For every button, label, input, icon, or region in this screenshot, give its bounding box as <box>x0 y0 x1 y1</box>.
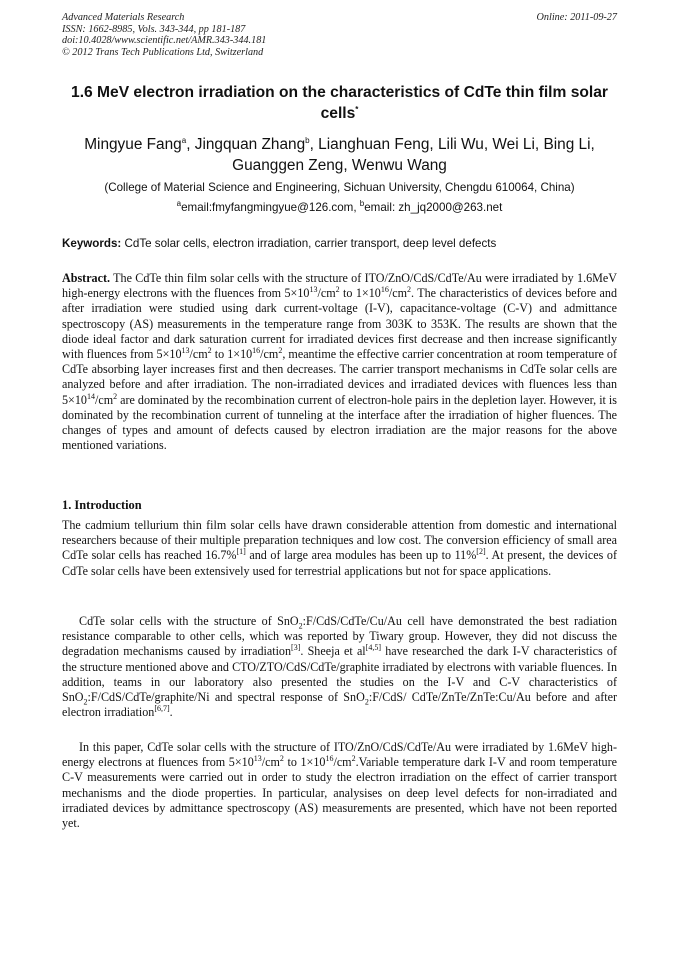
subscript: 2 <box>364 697 369 707</box>
author-2: Jingquan Zhang <box>194 136 306 153</box>
keywords-label: Keywords: <box>62 237 122 250</box>
abstract-text: /cm <box>317 286 336 301</box>
paragraph-text: :F/CdS/CdTe/graphite/Ni and spectral response of SnO <box>87 690 365 705</box>
copyright-line: © 2012 Trans Tech Publications Ltd, Switzerland <box>62 46 264 58</box>
subscript: 2 <box>83 697 88 707</box>
superscript: 14 <box>86 391 95 401</box>
intro-paragraph-1 <box>62 518 617 579</box>
abstract-text: , meantime the effective carrier concentration at room temperature of CdTe absorbing layer increases first and then decreases. The carrier transport mechanisms in CdTe solar cells are analyzed before and after irradiation. The non-irradiated devices and irradiated devices with fluences less than 5×10 <box>62 347 617 407</box>
superscript: 13 <box>309 285 318 295</box>
superscript: 2 <box>335 285 340 295</box>
paragraph-text: :F/CdS/CdTe/Cu/Au cell have demonstrated the best radiation resistance comparable to other cells, which was reported by Tiwary group. However, they did not discuss the degradation mechanisms caused by irradiation <box>62 614 617 659</box>
abstract-text: /cm <box>388 286 407 301</box>
subscript: 2 <box>298 621 303 631</box>
paragraph-text: to 1×10 <box>283 755 326 770</box>
author-rest: Lianghuan Feng, Lili Wu, Wei Li, Bing Li, Guanggen Zeng, Wenwu Wang <box>232 136 595 174</box>
paragraph-text: /cm <box>333 755 352 770</box>
paper-title <box>62 82 617 124</box>
title-text: 1.6 MeV electron irradiation on the characteristics of CdTe thin film solar cells <box>71 84 608 122</box>
superscript: 16 <box>380 285 389 295</box>
abstract-text: are dominated by the recombination current of electron-hole pairs in the depletion layer. However, it is dominated by the recombination current of tunneling at the interface after the irradiation of higher fluences. The changes of types and amount of defects caused by electron irradiation are the major reasons for the above mentioned variations. <box>62 392 617 453</box>
superscript: 2 <box>351 754 356 764</box>
abstract-text: /cm <box>189 347 208 362</box>
email-b-sup: b <box>359 199 365 209</box>
abstract-text: /cm <box>260 347 279 362</box>
section-heading-introduction: 1. Introduction <box>62 498 142 512</box>
paragraph-text: /cm <box>261 755 280 770</box>
abstract-label: Abstract. <box>62 271 111 285</box>
author-2-sup: b <box>305 135 310 145</box>
superscript: 2 <box>113 391 118 401</box>
email-line <box>62 200 617 215</box>
title-footnote-mark: * <box>355 104 359 114</box>
author-1-sup: a <box>181 135 187 145</box>
paragraph-text: The cadmium tellurium thin film solar cells have drawn considerable attention from domestic and international researchers because of their multiple preparation techniques and low cost. The conversion efficiency of small area CdTe solar cells has reached 16.7% <box>62 518 617 563</box>
keywords-text: CdTe solar cells, electron irradiation, carrier transport, deep level defects <box>121 237 497 250</box>
doi-line: doi:10.4028/www.scientific.net/AMR.343-344.181 <box>62 35 267 47</box>
paragraph-text: . <box>169 705 173 720</box>
abstract-text: The CdTe thin film solar cells with the structure of ITO/ZnO/CdS/CdTe/Au were irradiated by 1.6MeV high-energy electrons with the fluences from 5×10 <box>62 271 617 301</box>
citation-ref: [3] <box>291 643 301 653</box>
email-b: email: zh_jq2000@263.net <box>364 201 503 214</box>
journal-header <box>62 12 617 58</box>
paragraph-text: :F/CdS/ CdTe/ZnTe/ZnTe:Cu/Au before and after electron irradiation <box>62 690 617 720</box>
intro-paragraph-3 <box>62 740 617 831</box>
email-a: email:fmyfangmingyue@126.com, <box>181 201 360 214</box>
abstract-text: . The characteristics of devices before and after irradiation were studied using dark current-voltage (I-V), capacitance-voltage (C-V) and admittance spectroscopy (AS) measurements in the temperature range from 303K to 353K. The results are shown that the diode ideal factor and dark saturation current for irradiated devices first decrease and then increase significantly with fluences from 5×10 <box>62 286 618 362</box>
paragraph-text: have researched the dark I-V characteristics of the structure mentioned above and CTO/ZTO/CdS/CdTe/graphite irradiated by electrons with variable fluences. In addition, teams in our laboratory also presented the studies on the I-V and C-V characteristics of SnO <box>62 644 617 705</box>
superscript: 2 <box>406 285 411 295</box>
superscript: 13 <box>253 754 262 764</box>
paragraph-text: In this paper, CdTe solar cells with the structure of ITO/ZnO/CdS/CdTe/Au were irradiated by 1.6MeV high-energy electrons at fluences from 5×10 <box>62 740 617 770</box>
superscript: 13 <box>181 345 190 355</box>
paragraph-text: and of large area modules has been up to 11% <box>245 548 477 563</box>
intro-paragraph-2 <box>62 614 617 720</box>
superscript: 2 <box>207 345 212 355</box>
abstract-text: /cm <box>94 392 114 407</box>
superscript: 16 <box>325 754 334 764</box>
citation-ref: [6,7] <box>154 704 170 714</box>
citation-ref: [4,5] <box>365 643 381 653</box>
email-a-sup: a <box>176 199 182 209</box>
superscript: 2 <box>278 345 283 355</box>
affiliation: (College of Material Science and Engineering, Sichuan University, Chengdu 610064, China) <box>104 181 575 194</box>
paragraph-text: .Variable temperature dark I-V and room temperature C-V measurements were carried out in order to study the electron irradiation on the effect of carrier transport mechanisms and the diode properties. In particular, analysises on deep level defects for non-irradiated and irradiated devices by admittance spectroscopy (AS) measurements are presented, which have not been reported yet. <box>62 755 617 831</box>
abstract <box>62 271 617 453</box>
paragraph-text: . At present, the devices of CdTe solar cells have been extensively used for terrestrial applications but not for space applications. <box>62 548 617 578</box>
paragraph-text: CdTe solar cells with the structure of SnO <box>79 614 299 628</box>
issn-line: ISSN: 1662-8985, Vols. 343-344, pp 181-187 <box>62 23 246 35</box>
journal-name: Advanced Materials Research <box>62 12 185 23</box>
citation-ref: [2] <box>476 547 486 557</box>
paragraph-text: . Sheeja et al <box>300 644 366 659</box>
superscript: 2 <box>279 754 284 764</box>
citation-ref: [1] <box>236 547 246 557</box>
online-date: Online: 2011-09-27 <box>536 12 617 23</box>
author-list: Mingyue Fang$^a$, Jingquan Zhang$^b$, Lianghuan Feng, Lili Wu, Wei Li, Bing Li, Guanggen Zeng, Wenwu Wang <box>84 135 595 174</box>
keywords <box>62 236 617 251</box>
author-1: Mingyue Fang <box>84 136 182 153</box>
abstract-text: to 1×10 <box>339 286 381 301</box>
abstract-text: to 1×10 <box>211 347 253 362</box>
superscript: 16 <box>252 345 261 355</box>
